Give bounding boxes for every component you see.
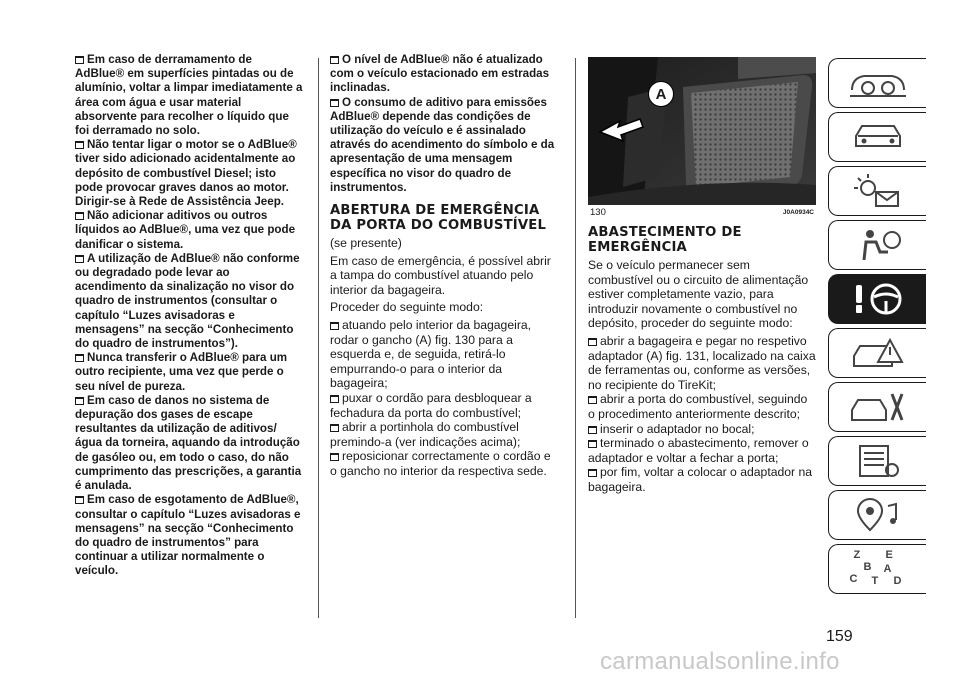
bullet-icon (588, 338, 597, 346)
bullet-icon (588, 440, 597, 448)
list-item: A utilização de AdBlue® não conforme ou degradado pode levar ao acendimento da sinalização no visor do quadro de instrumentos (consultar o capítulo “Luzes avisadoras e mensagens” na secção “Conhecimento do quadro de instrumentos”). (75, 251, 300, 351)
list-item: Não tentar ligar o motor se o AdBlue® tiver sido adicionado acidentalmente ao depósito de combustível Diesel; isto pode provocar graves danos ao motor. Dirigir-se à Rede de Assistência Jeep. (75, 138, 297, 209)
watermark: carmanualsonline.info (600, 648, 840, 675)
bullet-icon (330, 99, 339, 107)
arrow-icon (588, 57, 816, 205)
list-item: Em caso de danos no sistema de depuração dos gases de escape resultantes da utilização de aditivos/água da torneira, aquando da introdução de gasóleo ou, em todo o caso, do não cumprimento das prescrições, a garantia é anulada. (75, 393, 302, 493)
column-emergency-refuel (588, 53, 816, 495)
column-divider (318, 58, 319, 618)
media-nav-icon (846, 496, 910, 534)
bullet-icon (75, 212, 84, 220)
car-tools-icon (846, 388, 910, 426)
light-envelope-icon (846, 172, 910, 210)
figure-fuel-door-hook (588, 57, 816, 205)
bullet-icon (330, 322, 339, 330)
bullet-icon (588, 396, 597, 404)
callout-label: A (648, 81, 674, 107)
list-item: Em caso de derramamento de AdBlue® em superfícies pintadas ou de alumínio, voltar a limpar imediatamente a área com água e usar material absorvente para recolher o líquido que foi derramado no solo. (75, 53, 303, 138)
figure-number: 130 (590, 207, 606, 218)
list-item: Nunca transferir o AdBlue® para um outro recipiente, uma vez que perde o seu nível de pureza. (75, 351, 288, 393)
list-item: terminado o abastecimento, remover o adaptador e voltar a fechar a porta; (588, 436, 809, 465)
bullet-icon (330, 56, 339, 64)
bullet-icon (75, 255, 84, 263)
figure-code: J0A0934C (782, 209, 814, 216)
car-front-icon (846, 118, 910, 156)
column-fuel-door (330, 53, 560, 479)
section-heading: ABERTURA DE EMERGÊNCIA DA PORTA DO COMBUSTÍVEL (330, 203, 547, 234)
tab-emergency[interactable] (828, 328, 926, 378)
section-subtitle: (se presente) (330, 236, 402, 251)
tab-lights-messages[interactable] (828, 166, 926, 216)
figure-caption (588, 205, 816, 221)
list-item: reposicionar correctamente o cordão e o gancho no interior da respectiva sede. (330, 449, 551, 478)
airbag-person-icon (846, 226, 910, 264)
bullet-icon (75, 496, 84, 504)
list-item: por fim, voltar a colocar o adaptador na bagageira. (588, 465, 813, 494)
column-divider (575, 58, 576, 618)
tab-vehicle[interactable] (828, 112, 926, 162)
bullet-icon (330, 395, 339, 403)
list-item: atuando pelo interior da bagageira, rodar o gancho (A) fig. 130 para a esquerda e, de seguida, retirá-lo empurrando-o para o interior da bagageira; (330, 318, 532, 391)
list-item: puxar o cordão para desbloquear a fechadura da porta do combustível; (330, 390, 532, 420)
bullet-icon (588, 469, 597, 477)
list-item: O consumo de aditivo para emissões AdBlue® depende das condições de utilização do veículo e é assinalado através do acendimento do símbolo e da apresentação de uma mensagem específica no visor do quadro de instrumentos. (330, 95, 555, 194)
paragraph: Em caso de emergência, é possível abrir a tampa do combustível atuando pelo interior da bagageira. (330, 253, 551, 297)
bullet-icon (588, 426, 597, 434)
bullet-icon (75, 397, 84, 405)
list-item: Em caso de esgotamento de AdBlue®, consultar o capítulo “Luzes avisadoras e mensagens” na secção “Conhecimento do quadro de instrumentos” para continuar a utilizar normalmente o veículo. (75, 493, 301, 578)
tab-maintenance[interactable] (828, 382, 926, 432)
column-warnings (75, 53, 303, 579)
tab-dashboard[interactable] (828, 58, 926, 108)
chapter-tabs (828, 58, 928, 598)
tab-safety[interactable] (828, 220, 926, 270)
list-item: abrir a bagageira e pegar no respetivo adaptador (A) fig. 131, localizado na caixa de ferramentas ou, conforme as versões, no recipiente do TireKit; (588, 333, 816, 392)
list-item: O nível de AdBlue® não é atualizado com o veículo estacionado em estradas inclinadas. (330, 53, 550, 95)
dashboard-car-icon (846, 64, 910, 102)
paragraph: Se o veículo permanecer sem combustível ou o circuito de alimentação estiver completamente vazio, para introduzir novamente o combustível no depósito, proceder do seguinte modo: (588, 258, 809, 331)
bullet-icon (75, 354, 84, 362)
list-item: Não adicionar aditivos ou outros líquidos ao AdBlue®, uma vez que pode danificar o sistema. (75, 209, 296, 251)
paragraph: Proceder do seguinte modo: (330, 300, 484, 315)
key-steering-icon (846, 279, 910, 319)
page-number: 159 (826, 628, 853, 645)
list-item: abrir a portinhola do combustível premindo-a (ver indicações acima); (330, 420, 521, 449)
tab-starting-driving[interactable] (828, 274, 926, 324)
specs-list-icon (846, 442, 910, 480)
bullet-icon (75, 141, 84, 149)
tab-index[interactable] (828, 544, 926, 594)
tab-multimedia[interactable] (828, 490, 926, 540)
bullet-icon (330, 424, 339, 432)
index-letters-icon: Z E B A C T D (849, 549, 902, 587)
list-item: abrir a porta do combustível, seguindo o procedimento anteriormente descrito; (588, 392, 808, 421)
bullet-icon (75, 56, 84, 64)
tab-technical-data[interactable] (828, 436, 926, 486)
section-heading: ABASTECIMENTO DE EMERGÊNCIA (588, 225, 742, 255)
list-item: inserir o adaptador no bocal; (588, 422, 816, 437)
bullet-icon (330, 453, 339, 461)
warning-car-icon (846, 334, 910, 372)
